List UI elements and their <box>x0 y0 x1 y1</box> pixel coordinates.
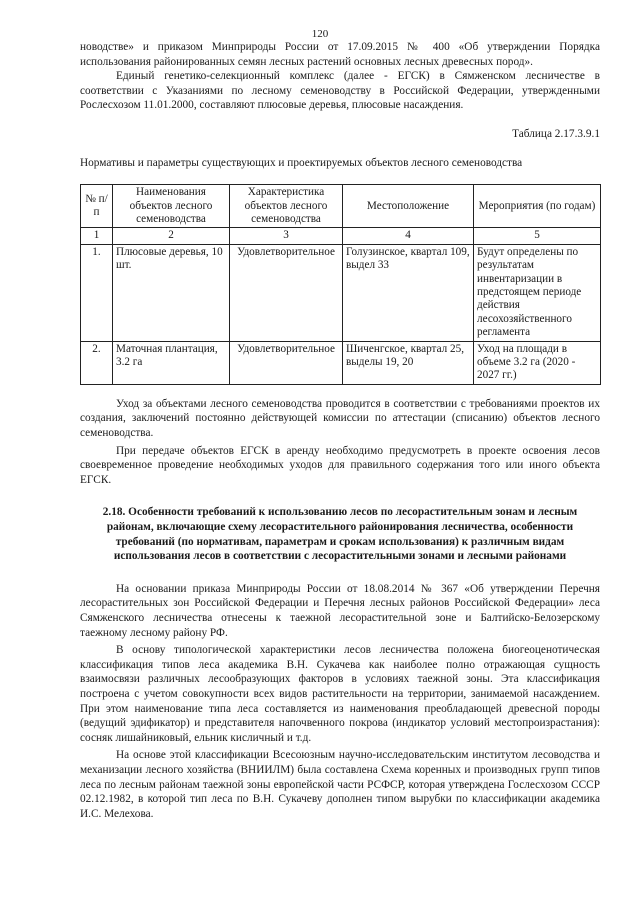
object-location: Шиченгское, квартал 25, выделы 19, 20 <box>343 341 474 384</box>
document-body <box>80 40 600 821</box>
table-caption: Нормативы и параметры существующих и проектируемых объектов лесного семеноводства <box>80 156 523 169</box>
header-cell: Мероприятия (по годам) <box>474 185 601 228</box>
seed-objects-table <box>80 184 601 385</box>
index-cell: 5 <box>474 228 601 244</box>
header-cell: Характеристика объектов лесного семеноводства <box>230 185 343 228</box>
index-cell: 2 <box>113 228 230 244</box>
object-location: Голузинское, квартал 109, выдел 33 <box>343 244 474 341</box>
table-row <box>81 341 601 384</box>
table-row <box>81 244 601 341</box>
header-cell: № п/п <box>81 185 113 228</box>
header-cell: Наименования объектов лесного семеноводства <box>113 185 230 228</box>
body-paragraph: При передаче объектов ЕГСК в аренду необходимо предусмотреть в проекте освоения лесов своевременное проведение необходимых уходов для правильного содержания того или иного объекта ЕГСК. <box>80 444 600 486</box>
row-number: 2. <box>81 341 113 384</box>
header-cell: Местоположение <box>343 185 474 228</box>
body-paragraph: На основании приказа Минприроды России от 18.08.2014 № 367 «Об утверждении Перечня лесорастительных зон Российской Федерации и Перечня лесных районов Российской Федерации» леса Сямженского лесничества отнесены к таежной лесорастительной зоне и Балтийско-Белозерскому таежному лесному району РФ. <box>80 582 600 639</box>
intro-paragraph: новодстве» и приказом Минприроды России от 17.09.2015 № 400 «Об утверждении Порядка использования районированных семян лесных растений основных лесных древесных пород». <box>80 41 600 68</box>
object-measures: Будут определены по результатам инвентаризации в предстоящем периоде действия лесохозяйственного регламента <box>474 244 601 341</box>
intro-paragraph: Единый генетико-селекционный комплекс (далее - ЕГСК) в Сямженском лесничестве в соответствии с Указаниями по лесному семеноводству в Российской Федерации, утвержденными Рослесхозом 11.01.2000, составляют плюсовые деревья, плюсовые насаждения. <box>80 70 600 112</box>
page-number: 120 <box>311 28 329 40</box>
object-name: Плюсовые деревья, 10 шт. <box>113 244 230 341</box>
index-cell: 3 <box>230 228 343 244</box>
section-heading: 2.18. Особенности требований к использованию лесов по лесорастительным зонам и лесным районам, включающие схему лесорастительного районирования лесничества, особенности требований (по нормативам, параметрам и срокам использования) к различным видам использования лесов в соответствии с лесорастительными зонами и лесными районами <box>102 506 578 563</box>
row-number: 1. <box>81 244 113 341</box>
object-measures: Уход на площади в объеме 3.2 га (2020 - 2027 гг.) <box>474 341 601 384</box>
table-reference: Таблица 2.17.3.9.1 <box>512 127 600 140</box>
object-characteristic: Удовлетворительное <box>230 244 343 341</box>
body-paragraph: На основе этой классификации Всесоюзным научно-исследовательским институтом лесоводства и механизации лесного хозяйства (ВНИИЛМ) была составлена Схема коренных и производных групп типов леса по лесным районам таежной зоны европейской части РСФСР, которая утверждена Гослесхозом СССР 02.12.1982, в которой тип леса по В.Н. Сукачеву дополнен типом вырубки по классификации академика И.С. Мелехова. <box>80 749 600 820</box>
index-cell: 1 <box>81 228 113 244</box>
object-characteristic: Удовлетворительное <box>230 341 343 384</box>
body-paragraph: Уход за объектами лесного семеноводства проводится в соответствии с требованиями проектов их создания, заключений постоянно действующей комиссии по аттестации (списанию) объектов лесного семеноводства. <box>80 397 600 440</box>
table-header-row <box>81 185 601 228</box>
index-cell: 4 <box>343 228 474 244</box>
body-paragraph: В основу типологической характеристики лесов лесничества положена биогеоценотическая классификация типов леса академика В.Н. Сукачева как наиболее полно отражающая сущность взаимосвязи различных лесообразующих факторов в условиях таежной зоны. Эта классификация построена с учетом совокупности всех видов растительности на территории, занимаемой насаждением. При этом наименование типа леса составляется из наименования преобладающей древесной породы (ведущий эдификатор) и представителя напочвенного покрова (индикатор условий местопроизрастания): сосняк лишайниковый, ельник кисличный и т.д. <box>80 644 600 744</box>
table-index-row <box>81 228 601 244</box>
object-name: Маточная плантация, 3.2 га <box>113 341 230 384</box>
